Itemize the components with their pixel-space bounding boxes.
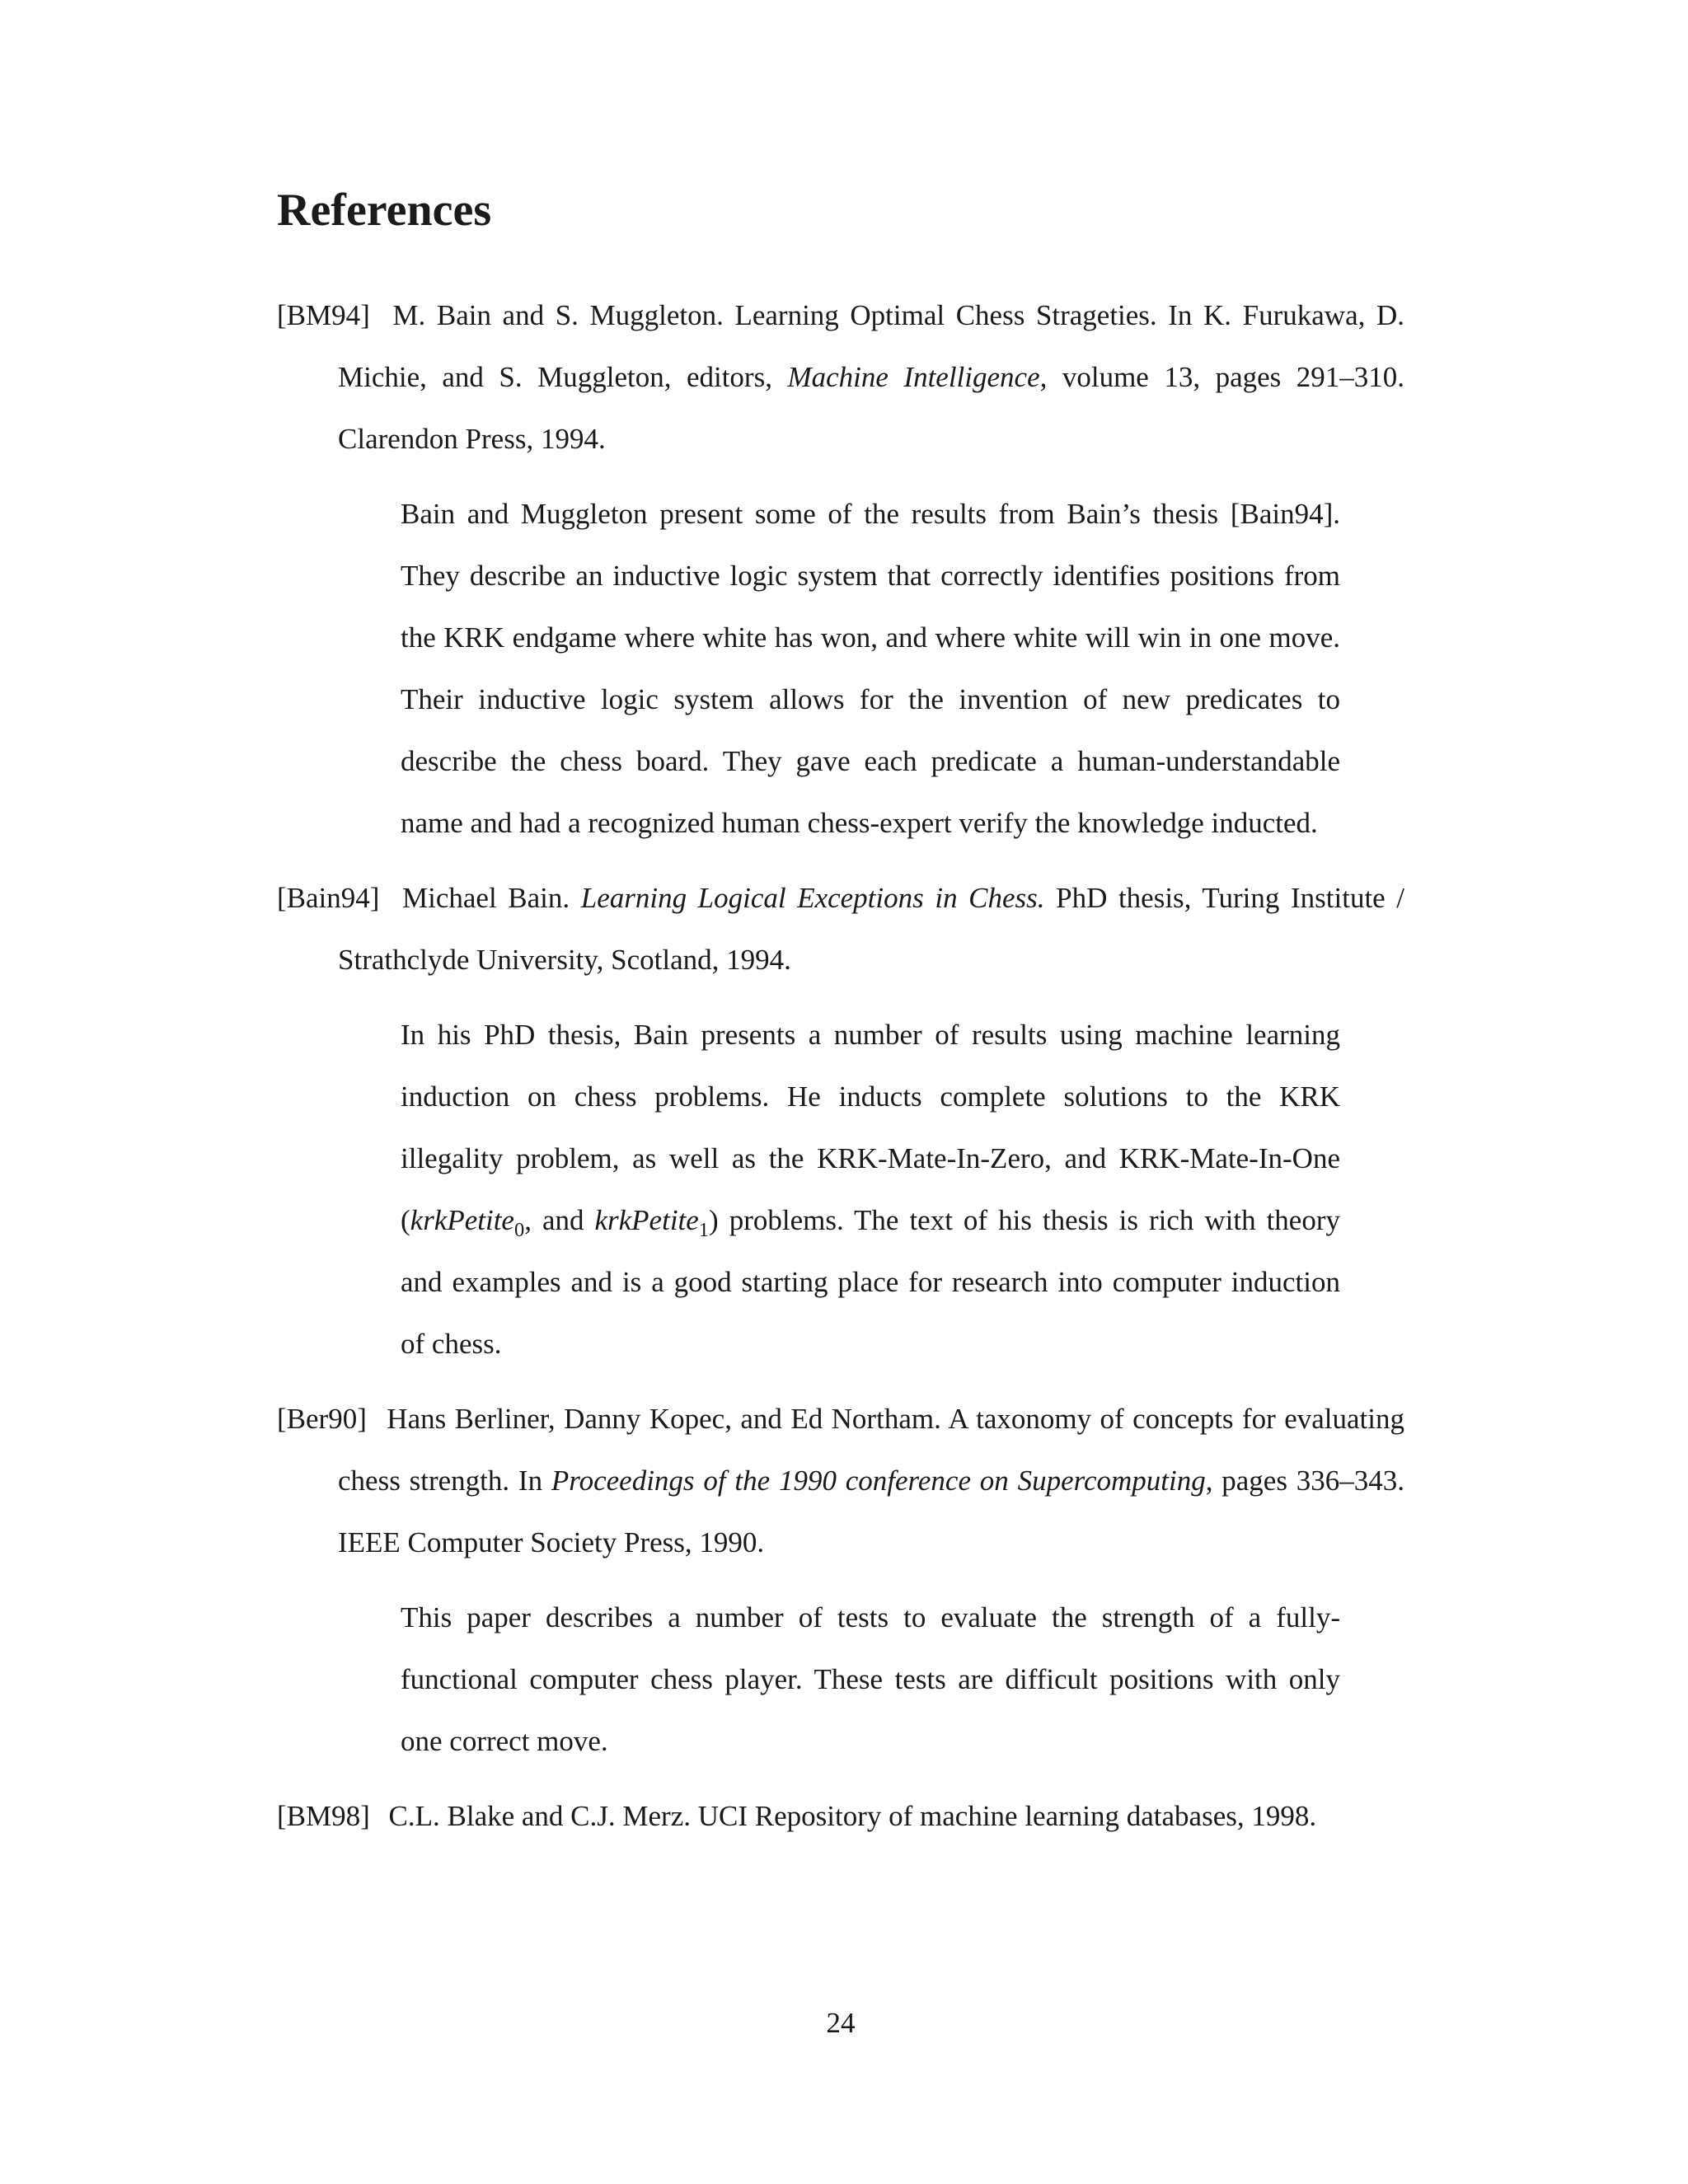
reference-entry-bm94 — [277, 284, 1404, 854]
reference-text-end: PhD thesis, Turing Institute / Strathclyde University, Scotland, 1994. — [338, 882, 1405, 976]
reference-annotation: Bain and Muggleton present some of the results from Bain’s thesis [Bain94]. They describe an inductive logic system that correctly identifies positions from the KRK endgame where white has won, and where white will win in one move. Their inductive logic system allows for the invention of new predicates to describe the chess board. They gave each predicate a human-understandable name and had a recognized human chess-expert verify the knowledge inducted. — [401, 498, 1340, 839]
math-subscript: 0 — [513, 1219, 525, 1241]
reference-entry-ber90 — [277, 1388, 1404, 1772]
reference-annotation: This paper describes a number of tests to evaluate the strength of a fully-functional computer chess player. These tests are difficult positions with only one correct move. — [401, 1601, 1340, 1757]
math-subscript: 1 — [698, 1219, 710, 1241]
page-number: 24 — [826, 2007, 856, 2039]
reference-text: C.L. Blake and C.J. Merz. UCI Repository of machine learning databases, 1998. — [388, 1800, 1317, 1832]
math-symbol: krkPetite — [410, 1204, 514, 1236]
reference-citation — [277, 1785, 1404, 1847]
reference-annotation — [401, 1004, 1340, 1375]
reference-entry-bain94 — [277, 867, 1404, 1375]
reference-venue: Machine Intelligence — [787, 361, 1040, 393]
reference-key: [Bain94] — [277, 882, 380, 914]
reference-key: [BM98] — [277, 1800, 370, 1832]
reference-venue: Proceedings of the 1990 conference on Supercomputing — [551, 1465, 1206, 1497]
reference-key: [Ber90] — [277, 1403, 367, 1435]
annotation-text: , and — [524, 1204, 595, 1236]
references-heading: References — [277, 185, 492, 236]
reference-entry-bm98 — [277, 1785, 1404, 1847]
reference-list — [277, 284, 1404, 1860]
reference-venue: Learning Logical Exceptions in Chess. — [580, 882, 1045, 914]
reference-text-end: , volume 13, pages 291–310. Clarendon Press, 1994. — [338, 361, 1404, 455]
reference-key: [BM94] — [277, 299, 370, 331]
annotation-text: ) problems. The text of his thesis is rich with theory and examples and is a good starting place for research into computer induction of chess. — [401, 1204, 1340, 1360]
reference-text-end: , pages 336–343. IEEE Computer Society Press, 1990. — [338, 1465, 1405, 1558]
reference-citation — [277, 867, 1404, 991]
reference-text: M. Bain and S. Muggleton. Learning Optimal Chess Strageties. In K. Furukawa, D. Michie, and S. Muggleton, editors, — [338, 299, 1404, 393]
reference-text: Hans Berliner, Danny Kopec, and Ed Northam. A taxonomy of concepts for evaluating chess strength. In — [338, 1403, 1404, 1497]
reference-citation — [277, 1388, 1404, 1573]
annotation-text: In his PhD thesis, Bain presents a number of results using machine learning induction on chess problems. He inducts complete solutions to the KRK illegality problem, as well as the KRK-Mate-In-Zero, and KRK-Mate-In-One ( — [401, 1019, 1340, 1236]
math-symbol: krkPetite — [594, 1204, 699, 1236]
reference-text: Michael Bain. — [402, 882, 570, 914]
reference-citation — [277, 284, 1404, 470]
